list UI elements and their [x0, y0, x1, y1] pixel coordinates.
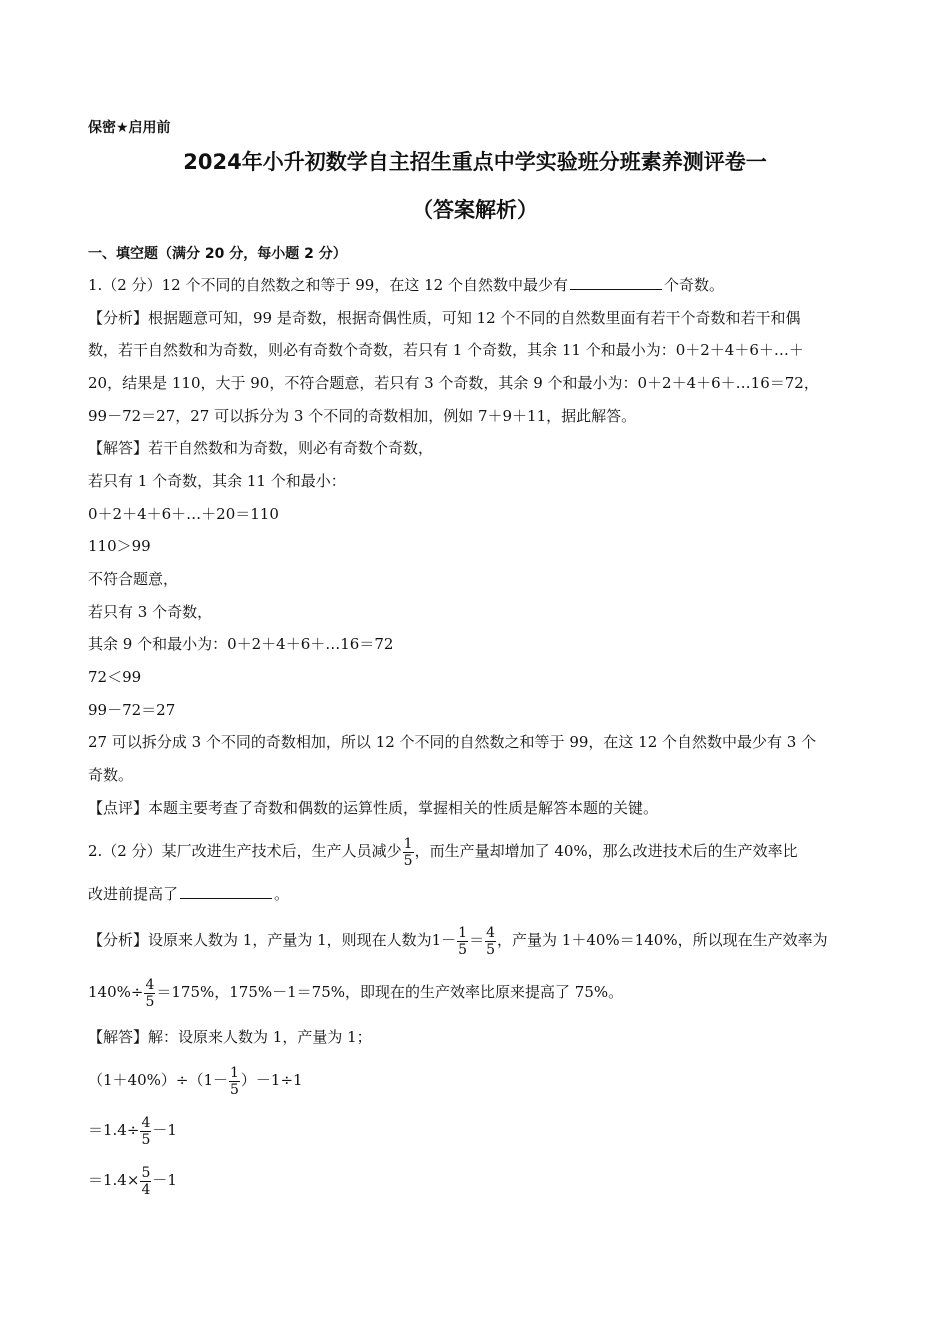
q1-solution-line: 【解答】若干自然数和为奇数，则必有奇数个奇数，: [88, 439, 434, 457]
q2-analysis-fraction-3: $\frac{4}{5}$: [145, 976, 155, 1010]
q1-solution-line: 奇数。: [88, 766, 134, 784]
q2-sol3-text-b: －1: [152, 1171, 177, 1189]
q2-solution-step-3: [88, 1160, 177, 1200]
q2-sol2-text-b: －1: [152, 1121, 177, 1139]
q1-stem-text-b: 个奇数。: [663, 276, 724, 294]
q2-sol3-text-a: ＝1.4×: [88, 1171, 140, 1189]
q2-stem-text-a: 2.（2 分）某厂改进生产技术后，生产人员减少: [88, 842, 402, 860]
q2-solution-head: 【解答】解：设原来人数为 1，产量为 1；: [88, 1028, 372, 1046]
q2-sol3-fraction: $\frac{5}{4}$: [141, 1164, 151, 1198]
q2-stem-text-d: 。: [274, 885, 290, 903]
q2-stem: [88, 831, 798, 871]
q2-sol1-text-b: ）－1÷1: [240, 1071, 303, 1089]
q2-sol1-text-a: （1＋40%）÷（1－: [88, 1071, 228, 1089]
q1-solution-line: 不符合题意，: [88, 570, 179, 588]
q1-analysis-line-2: 数，若干自然数和为奇数，则必有奇数个奇数，若只有 1 个奇数，其余 11 个和最小为：0＋2＋4＋6＋…＋: [88, 341, 804, 359]
q1-solution-line: 其余 9 个和最小为：0＋2＋4＋6＋…16＝72: [88, 635, 394, 653]
q1-solution-line: 72＜99: [88, 668, 142, 686]
q2-stem-line-2: [88, 884, 289, 904]
section-heading: 一、填空题（满分 20 分，每小题 2 分）: [88, 246, 347, 262]
q2-stem-fraction: $\frac{1}{5}$: [403, 835, 413, 869]
q1-analysis-line-3: 20，结果是 110，大于 90，不符合题意，若只有 3 个奇数，其余 9 个和最小为：0＋2＋4＋6＋…16＝72，: [88, 374, 819, 392]
q1-solution-line: 0＋2＋4＋6＋…＋20＝110: [88, 505, 279, 523]
q1-analysis-line-1: 【分析】根据题意可知，99 是奇数，根据奇偶性质，可知 12 个不同的自然数里面有若干个奇数和若干和偶: [88, 309, 801, 327]
q1-solution-line: 若只有 3 个奇数，: [88, 603, 213, 621]
q1-solution-line: 若只有 1 个奇数，其余 11 个和最小：: [88, 472, 346, 490]
q1-stem: [88, 275, 724, 295]
q2-sol2-fraction: $\frac{4}{5}$: [141, 1114, 151, 1148]
page-title: 2024年小升初数学自主招生重点中学实验班分班素养测评卷一: [183, 150, 767, 174]
q1-answer-blank: [570, 275, 662, 290]
q2-analysis-text-c: 140%÷: [88, 983, 144, 1001]
q1-solution-line: 99－72＝27: [88, 701, 176, 719]
confidential-label: 保密★启用前: [88, 120, 171, 136]
page-subtitle: （答案解析）: [412, 198, 538, 222]
q2-analysis-line-1: [88, 920, 828, 960]
q1-solution-line: 110＞99: [88, 537, 151, 555]
q2-stem-text-c: 改进前提高了: [88, 885, 179, 903]
q2-analysis-fraction-2: $\frac{4}{5}$: [486, 924, 496, 958]
q1-stem-text-a: 1.（2 分）12 个不同的自然数之和等于 99，在这 12 个自然数中最少有: [88, 276, 568, 294]
q1-analysis-line-4: 99－72＝27，27 可以拆分为 3 个不同的奇数相加，例如 7＋9＋11，据此解答。: [88, 407, 637, 425]
q2-analysis-equals: ＝: [469, 931, 485, 949]
q2-sol1-fraction: $\frac{1}{5}$: [230, 1064, 239, 1098]
q2-stem-text-b: ，而生产量却增加了 40%，那么改进技术后的生产效率比: [414, 842, 798, 860]
q2-analysis-text-b: ，产量为 1＋40%＝140%，所以现在生产效率为: [497, 931, 828, 949]
q2-sol2-text-a: ＝1.4÷: [88, 1121, 140, 1139]
q2-solution-step-2: [88, 1110, 177, 1150]
q2-analysis-text-a: 【分析】设原来人数为 1，产量为 1，则现在人数为1－: [88, 931, 457, 949]
q2-answer-blank: [180, 884, 272, 899]
q2-analysis-line-2: [88, 972, 623, 1012]
q1-solution-line: 27 可以拆分成 3 个不同的奇数相加，所以 12 个不同的自然数之和等于 99，在这 12 个自然数中最少有 3 个: [88, 733, 817, 751]
q1-comment: 【点评】本题主要考查了奇数和偶数的运算性质，掌握相关的性质是解答本题的关键。: [88, 799, 659, 817]
q2-analysis-fraction-1: $\frac{1}{5}$: [458, 924, 468, 958]
q2-solution-step-1: [88, 1060, 303, 1100]
q2-analysis-text-d: ＝175%，175%－1＝75%，即现在的生产效率比原来提高了 75%。: [156, 983, 624, 1001]
